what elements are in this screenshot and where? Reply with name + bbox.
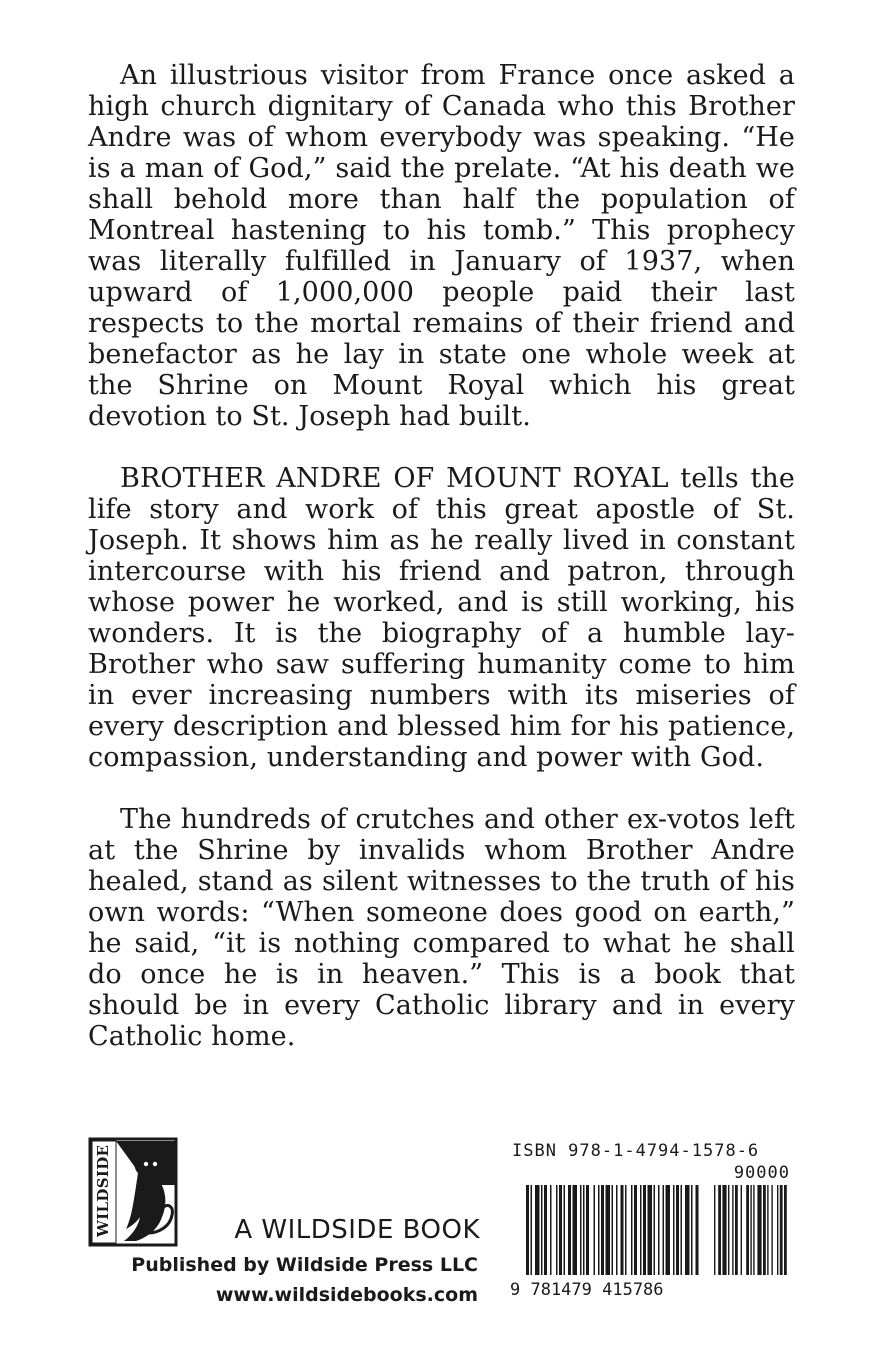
barcode-bar bbox=[594, 1185, 596, 1275]
wildside-cat-logo bbox=[88, 1137, 178, 1247]
barcode-bar bbox=[544, 1185, 547, 1275]
publisher-title: A WILDSIDE BOOK bbox=[234, 1215, 480, 1245]
barcode-bar bbox=[550, 1185, 552, 1275]
barcode-bar bbox=[531, 1185, 533, 1275]
price-bar bbox=[728, 1185, 729, 1275]
price-bar bbox=[753, 1185, 754, 1275]
price-bar bbox=[718, 1185, 721, 1275]
price-bar bbox=[750, 1185, 751, 1275]
price-bar bbox=[763, 1185, 766, 1275]
barcode-bar bbox=[606, 1185, 611, 1275]
barcode-bar bbox=[541, 1185, 543, 1275]
price-bar bbox=[732, 1185, 733, 1275]
barcode-bar bbox=[666, 1185, 671, 1275]
barcode-bar bbox=[685, 1185, 690, 1275]
barcode-bar bbox=[616, 1185, 618, 1275]
barcode-bar bbox=[634, 1185, 637, 1275]
price-code: 90000 bbox=[733, 1163, 790, 1183]
barcode-bar bbox=[696, 1185, 699, 1275]
price-bar bbox=[784, 1185, 787, 1275]
barcode-digits: 9 781479 415786 bbox=[510, 1280, 664, 1300]
price-bar bbox=[771, 1185, 772, 1275]
barcode-bar bbox=[625, 1185, 627, 1275]
barcode-bar bbox=[535, 1185, 540, 1275]
price-bar bbox=[714, 1185, 715, 1275]
barcode-bar bbox=[559, 1185, 562, 1275]
barcode-bar bbox=[568, 1185, 571, 1275]
wildside-logo-icon bbox=[88, 1137, 178, 1247]
barcode-bar bbox=[658, 1185, 660, 1275]
publisher-url: www.wildsidebooks.com bbox=[215, 1284, 478, 1306]
price-bar bbox=[741, 1185, 742, 1275]
barcode-bar bbox=[654, 1185, 656, 1275]
barcode-bar bbox=[676, 1185, 679, 1275]
barcode-block bbox=[508, 1137, 790, 1305]
barcode-bar bbox=[583, 1185, 585, 1275]
barcode-bar bbox=[598, 1185, 600, 1275]
price-bar bbox=[777, 1185, 778, 1275]
barcode-bar bbox=[673, 1185, 675, 1275]
blurb-paragraph-2: BROTHER ANDRE OF MOUNT ROYAL tells the life story and work of this great apostle of St. Joseph. It shows him as he really lived in constant intercourse with his friend and patron, through whose power he worked, and is still working, his wonders. It is the biography of a humble lay-Brother who saw suffering humanity come to him in ever increasing numbers with its miseries of every description and blessed him for his patience, compassion, understanding and power with God. bbox=[88, 463, 795, 773]
isbn-label: ISBN 978-1-4794-1578-6 bbox=[512, 1141, 760, 1161]
price-bar bbox=[767, 1185, 768, 1275]
barcode-bar bbox=[691, 1185, 693, 1275]
barcode-bar bbox=[621, 1185, 624, 1275]
barcode-bar bbox=[586, 1185, 589, 1275]
price-bar bbox=[746, 1185, 749, 1275]
barcode-bar bbox=[648, 1185, 653, 1275]
barcode-bar bbox=[643, 1185, 646, 1275]
blurb-paragraph-1: An illustrious visitor from France once asked a high church dignitary of Canada who this Brother Andre was of whom everybody was speaking. “He is a man of God,” said the prelate. “At his death we shall behold more than half the population of Montreal hastening to his tomb.” This prophecy was literally fulfilled in January of 1937, when upward of 1,000,000 people paid their last respects to the mortal remains of their friend and benefactor as he lay in state one whole week at the Shrine on Mount Royal which his great devotion to St. Joseph had built. bbox=[88, 60, 795, 432]
cover-blurb bbox=[88, 60, 795, 1083]
barcode-bar bbox=[601, 1185, 604, 1275]
barcode-bar bbox=[573, 1185, 578, 1275]
barcode-bar bbox=[640, 1185, 642, 1275]
published-by: Published by Wildside Press LLC bbox=[131, 1254, 478, 1276]
price-bar bbox=[735, 1185, 738, 1275]
barcode-bar bbox=[663, 1185, 665, 1275]
price-bar bbox=[722, 1185, 726, 1275]
barcode-bar bbox=[556, 1185, 558, 1275]
logo-wordmark: WILDSIDE bbox=[94, 1145, 112, 1237]
price-bar bbox=[757, 1185, 761, 1275]
barcode-bar bbox=[631, 1185, 633, 1275]
barcode-bar bbox=[681, 1185, 683, 1275]
barcode-bar bbox=[526, 1185, 529, 1275]
blurb-paragraph-3: The hundreds of crutches and other ex-votos left at the Shrine by invalids whom Brother Andre healed, stand as silent witnesses to the truth of his own words: “When someone does good on earth,” he said, “it is nothing compared to what he shall do once he is in heaven.” This is a book that should be in every Catholic library and in every Catholic home. bbox=[88, 804, 795, 1052]
barcode-bar bbox=[564, 1185, 566, 1275]
barcode-bar bbox=[580, 1185, 582, 1275]
barcode-icon bbox=[508, 1185, 790, 1315]
price-bar bbox=[780, 1185, 783, 1275]
barcode-bar bbox=[612, 1185, 614, 1275]
